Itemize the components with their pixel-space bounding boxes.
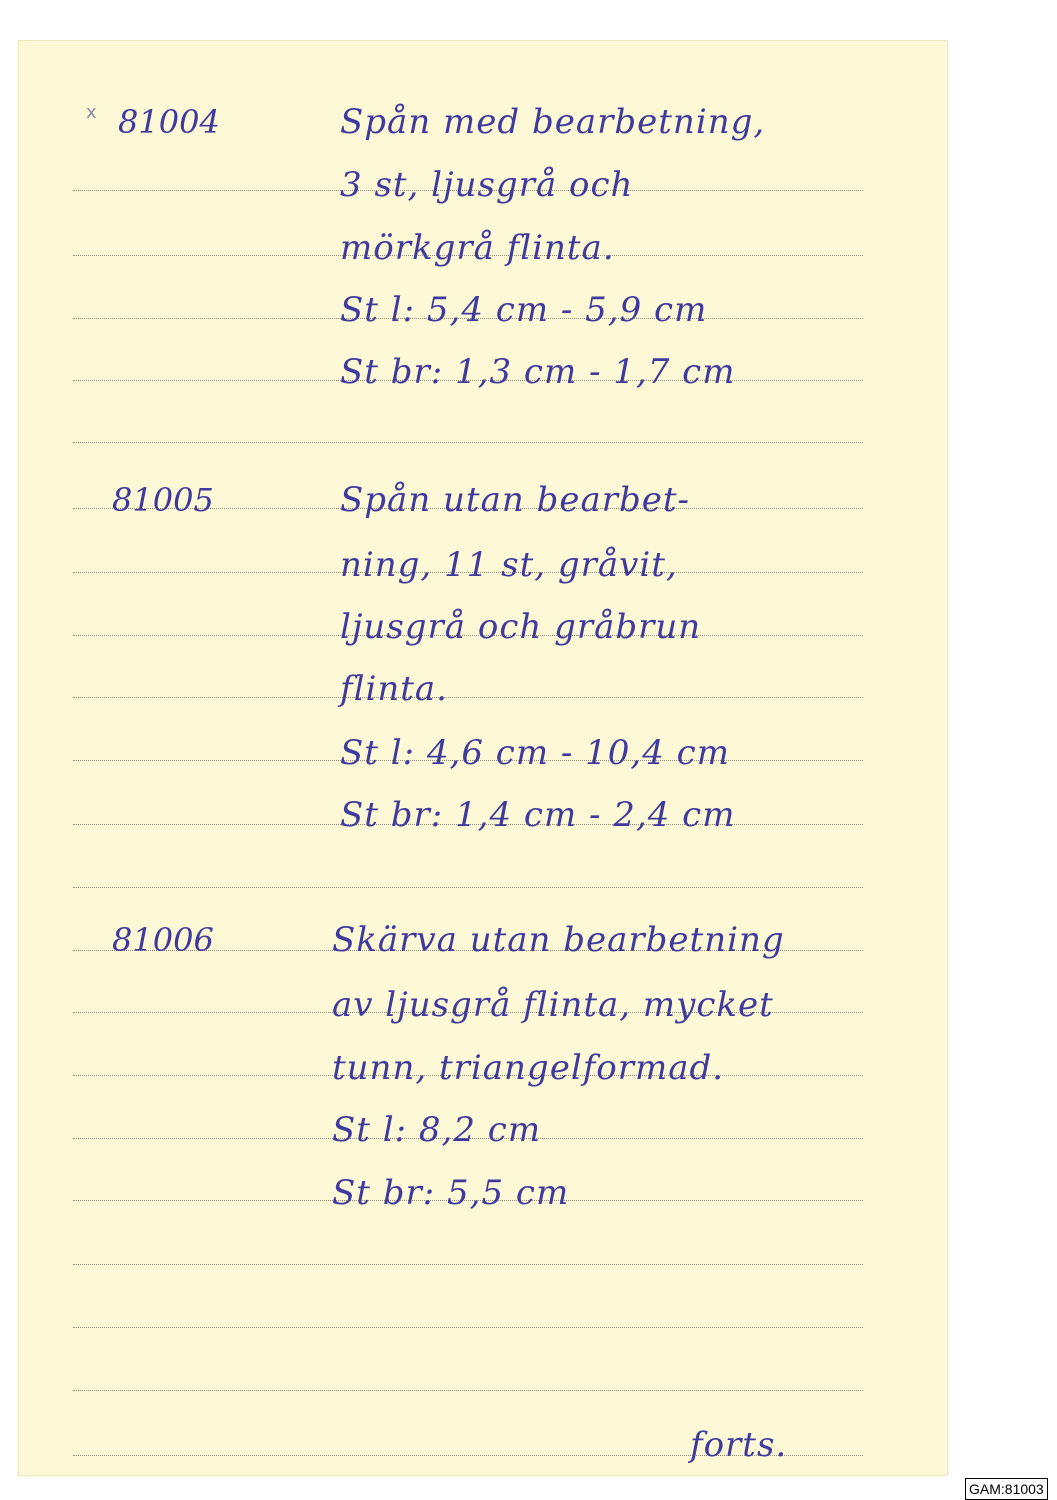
entry-line: tunn, triangelformad. — [332, 1048, 725, 1088]
ruled-line — [73, 887, 863, 888]
ruled-line — [73, 442, 863, 443]
entry-line: ljusgrå och gråbrun — [340, 607, 702, 647]
entry-line: Spån utan bearbet- — [340, 480, 691, 520]
entry-line: St l: 8,2 cm — [332, 1110, 542, 1150]
ruled-line — [73, 1390, 863, 1391]
entry-line: av ljusgrå flinta, mycket — [332, 985, 774, 1025]
entry-number: 81004 — [118, 103, 220, 141]
ruled-line — [73, 1327, 863, 1328]
entry-line: St br: 5,5 cm — [332, 1173, 570, 1213]
entry-line: Skärva utan bearbetning — [332, 920, 785, 960]
entry-line: 3 st, ljusgrå och — [340, 165, 634, 205]
ruled-line — [73, 697, 863, 698]
entry-number: 81005 — [112, 481, 214, 519]
entry-line: St br: 1,3 cm - 1,7 cm — [340, 352, 736, 392]
entry-line: St l: 4,6 cm - 10,4 cm — [340, 733, 730, 773]
entry-line: St br: 1,4 cm - 2,4 cm — [340, 795, 736, 835]
entry-line: Spån med bearbetning, — [340, 102, 766, 142]
entry-line: mörkgrå flinta. — [340, 228, 615, 268]
catalog-reference-label: GAM:81003 — [965, 1478, 1048, 1500]
catalog-card — [18, 40, 948, 1476]
continued-note: forts. — [690, 1425, 788, 1465]
check-mark: x — [86, 102, 97, 123]
ruled-line — [73, 1264, 863, 1265]
entry-line: ning, 11 st, gråvit, — [340, 545, 678, 585]
entry-line: flinta. — [340, 669, 448, 709]
entry-line: St l: 5,4 cm - 5,9 cm — [340, 290, 708, 330]
entry-number: 81006 — [112, 921, 214, 959]
